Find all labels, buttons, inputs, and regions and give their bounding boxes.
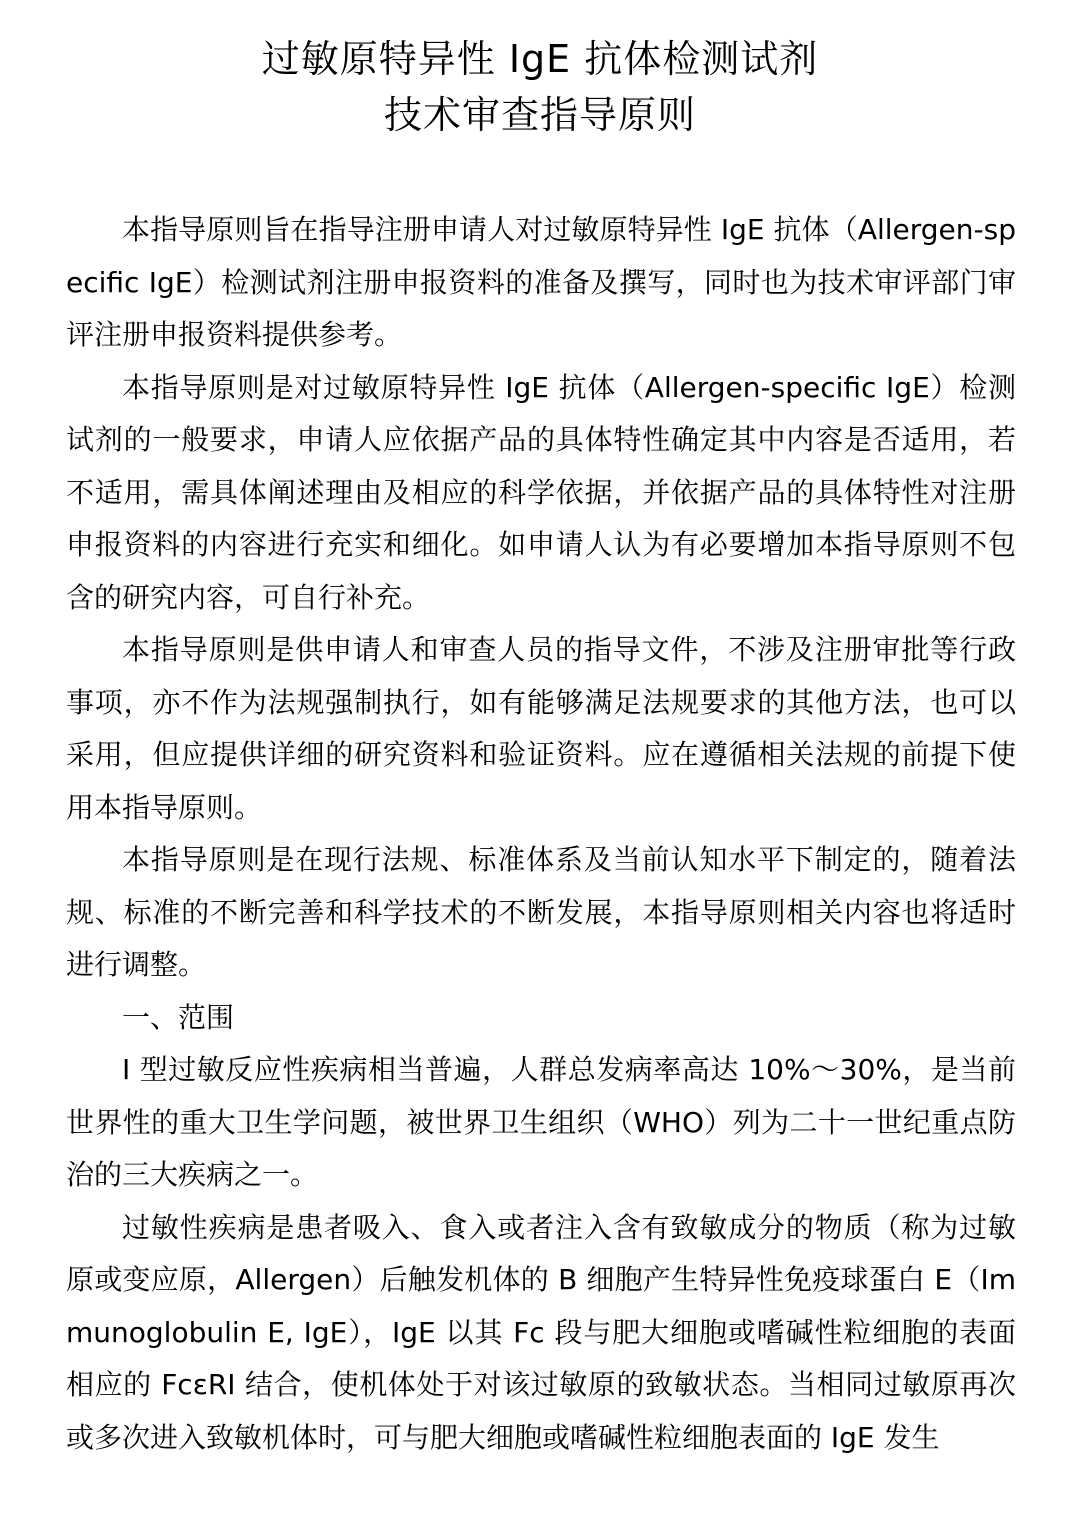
- paragraph-prevalence: I 型过敏反应性疾病相当普遍，人群总发病率高达 10%～30%，是当前世界性的重大卫生学问题，被世界卫生组织（WHO）列为二十一世纪重点防治的三大疾病之一。: [66, 1053, 1016, 1191]
- paragraph-mechanism: 过敏性疾病是患者吸入、食入或者注入含有致敏成分的物质（称为过敏原或变应原，Allergen）后触发机体的 B 细胞产生特异性免疫球蛋白 E（Immunoglobulin E, IgE），IgE 以其 Fc 段与肥大细胞或嗜碱性粒细胞的表面相应的 FcεRI 结合，使机体处于对该过敏原的致敏状态。当相同过敏原再次或多次进入致敏机体时，可与肥大细胞或嗜碱性粒细胞表面的 IgE 发生: [66, 1210, 1016, 1454]
- paragraph-guidance-nature: 本指导原则是供申请人和审查人员的指导文件，不涉及注册审批等行政事项，亦不作为法规强制执行，如有能够满足法规要求的其他方法，也可以采用，但应提供详细的研究资料和验证资料。应在遵循相关法规的前提下使用本指导原则。: [66, 633, 1016, 824]
- paragraph-general-requirements: 本指导原则是对过敏原特异性 IgE 抗体（Allergen-specific IgE）检测试剂的一般要求，申请人应依据产品的具体特性确定其中内容是否适用，若不适用，需具体阐述理由及相应的科学依据，并依据产品的具体特性对注册申报资料的内容进行充实和细化。如申请人认为有必要增加本指导原则不包含的研究内容，可自行补充。: [66, 370, 1016, 614]
- section-heading-scope: 一、范围: [122, 1000, 235, 1034]
- paragraph-revision: 本指导原则是在现行法规、标准体系及当前认知水平下制定的，随着法规、标准的不断完善和科学技术的不断发展，本指导原则相关内容也将适时进行调整。: [66, 843, 1016, 981]
- paragraph-purpose: 本指导原则旨在指导注册申请人对过敏原特异性 IgE 抗体（Allergen-specific IgE）检测试剂注册申报资料的准备及撰写，同时也为技术审评部门审评注册申报资料提供参考。: [66, 213, 1016, 351]
- document-title-line-1: 过敏原特异性 IgE 抗体检测试剂: [261, 37, 819, 81]
- document-body: [66, 204, 1016, 1464]
- document-title-line-2: 技术审查指导原则: [383, 93, 696, 137]
